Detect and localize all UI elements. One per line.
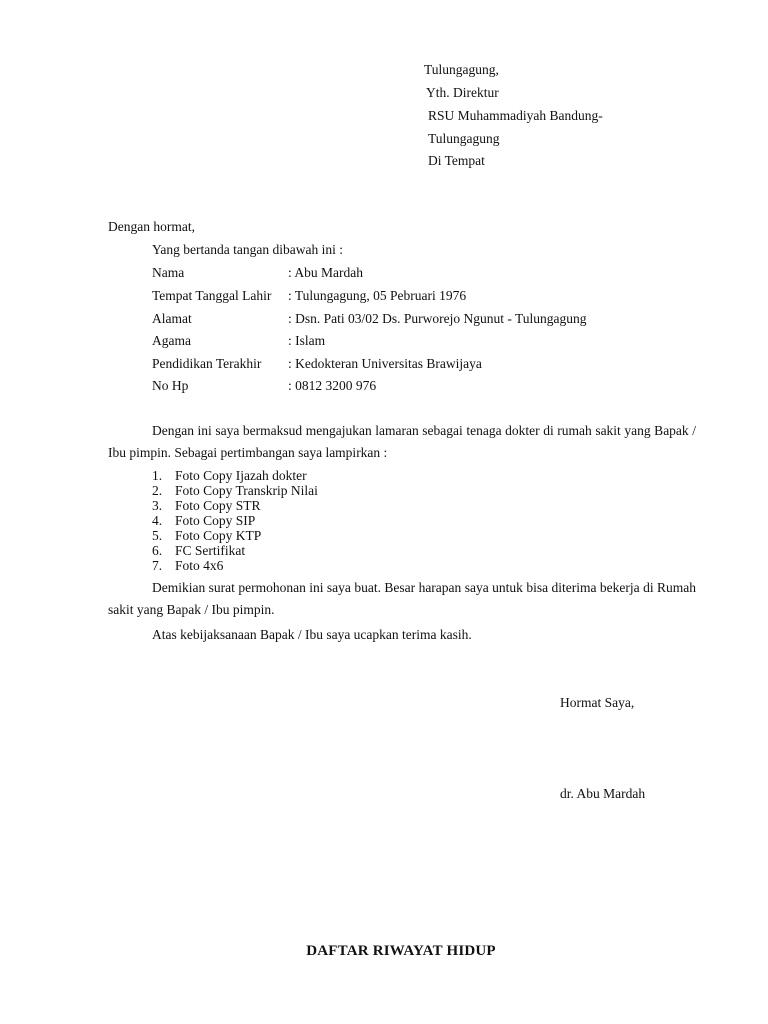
attachment-number: 3. [152,498,163,513]
attachment-item: FC Sertifikat [175,543,246,558]
recipient-to: Yth. Direktur [426,85,499,100]
closing-paragraph: Demikian surat permohonan ini saya buat. Besar harapan saya untuk bisa diterima bekerja di Rumah sakit yang Bapak / Ibu pimpin. [108,580,696,617]
signer-name: dr. Abu Mardah [560,786,646,801]
intro-line: Yang bertanda tangan dibawah ini : [152,242,343,257]
attachment-item: Foto Copy STR [175,498,261,513]
attachment-item: Foto Copy Transkrip Nilai [175,483,318,498]
identity-label-religion: Agama [152,333,191,348]
greeting: Dengan hormat, [108,219,195,234]
identity-value-phone: : 0812 3200 976 [288,378,377,393]
identity-label-phone: No Hp [152,378,189,393]
thanks-line: Atas kebijaksanaan Bapak / Ibu saya ucapkan terima kasih. [152,627,472,642]
recipient-city: Tulungagung [428,131,500,146]
identity-value-religion: : Islam [288,333,326,348]
identity-value-birth: : Tulungagung, 05 Pebruari 1976 [288,288,467,303]
identity-label-birth: Tempat Tanggal Lahir [152,288,272,303]
identity-label-address: Alamat [152,311,192,326]
recipient-location: Di Tempat [428,153,485,168]
identity-value-name: : Abu Mardah [288,265,363,280]
attachment-number: 2. [152,483,163,498]
attachment-number: 7. [152,558,163,573]
identity-label-name: Nama [152,265,185,280]
attachment-item: Foto Copy SIP [175,513,256,528]
attachment-item: Foto 4x6 [175,558,224,573]
purpose-paragraph: Dengan ini saya bermaksud mengajukan lamaran sebagai tenaga dokter di rumah sakit yang Bapak / Ibu pimpin. Sebagai pertimbangan saya lampirkan : [108,423,696,460]
attachment-number: 1. [152,468,163,483]
attachment-item: Foto Copy KTP [175,528,262,543]
recipient-institution: RSU Muhammadiyah Bandung- [428,108,603,123]
attachment-item: Foto Copy Ijazah dokter [175,468,307,483]
identity-label-education: Pendidikan Terakhir [152,356,262,371]
attachment-number: 5. [152,528,163,543]
attachment-number: 6. [152,543,163,558]
identity-value-education: : Kedokteran Universitas Brawijaya [288,356,482,371]
letter-place: Tulungagung, [424,62,499,77]
attachment-number: 4. [152,513,163,528]
signoff: Hormat Saya, [560,695,635,710]
identity-value-address: : Dsn. Pati 03/02 Ds. Purworejo Ngunut - Tulungagung [288,311,587,326]
cv-title: DAFTAR RIWAYAT HIDUP [306,943,496,959]
